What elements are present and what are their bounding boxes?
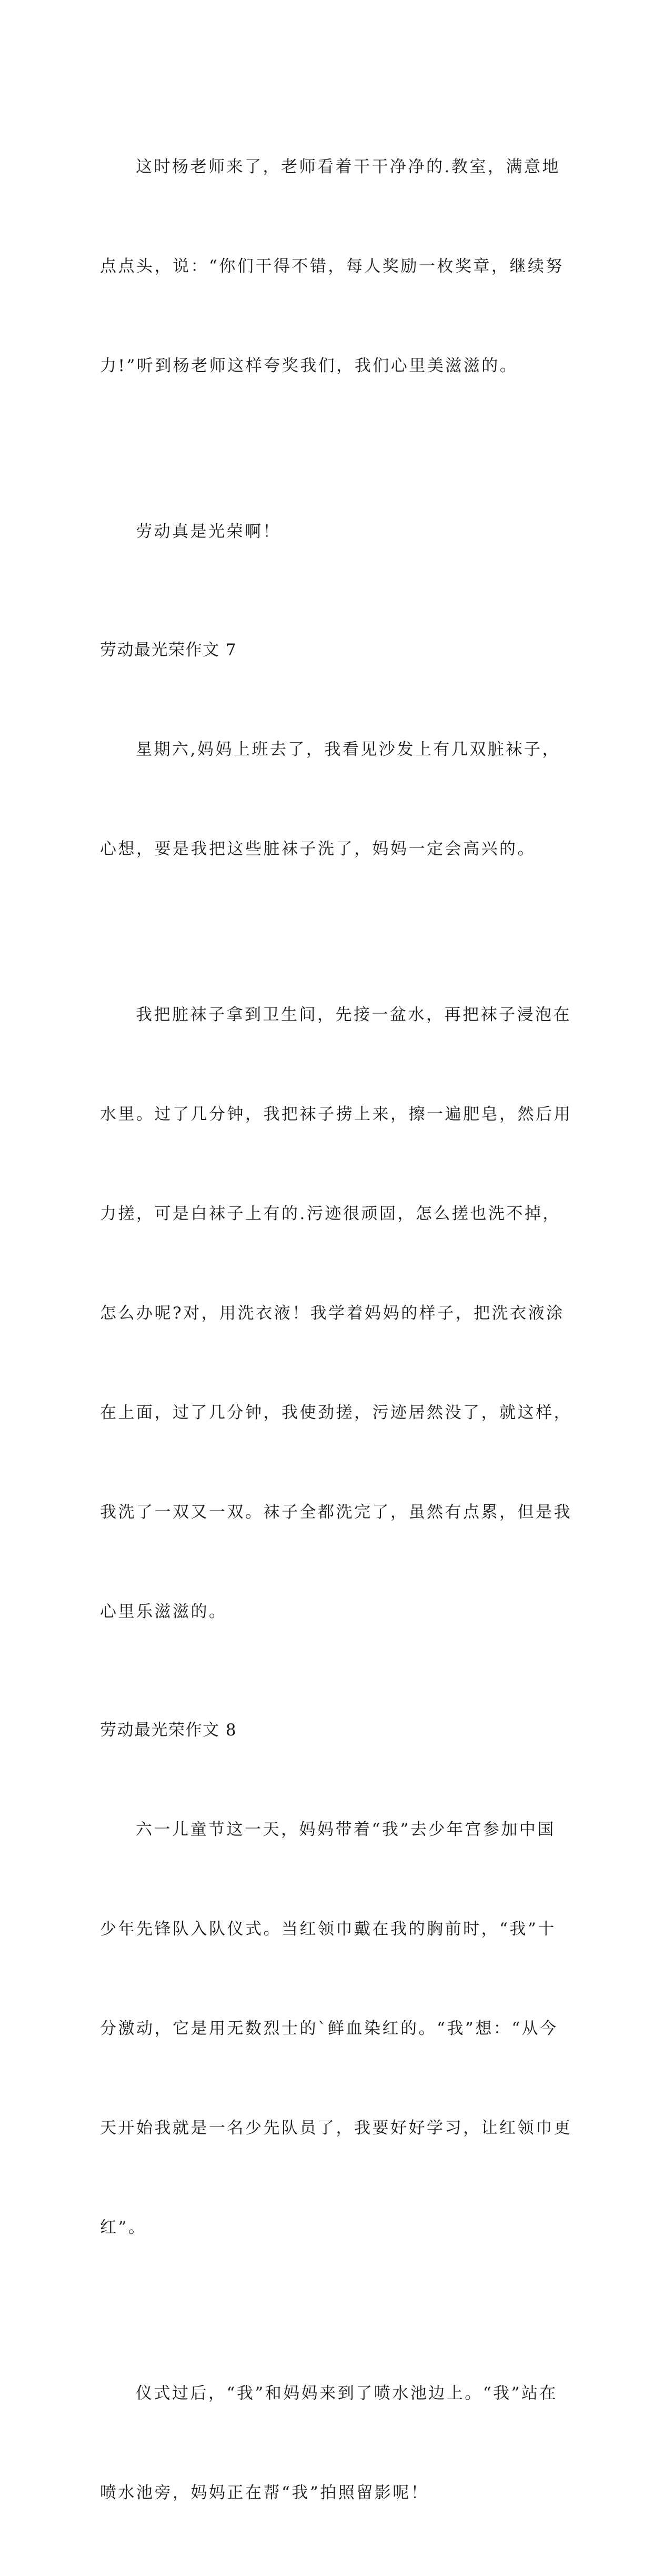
text-line: 力!”听到杨老师这样夸奖我们，我们心里美滋滋的。	[100, 356, 518, 375]
text-line: 这时杨老师来了，老师看着干干净净的.教室，满意地	[136, 157, 560, 176]
paragraph	[100, 1747, 572, 2311]
previous-essay-ending	[100, 84, 563, 615]
text-line: 心里乐滋滋的。	[100, 1602, 227, 1621]
essay-7	[100, 634, 572, 1695]
paragraph	[100, 667, 563, 932]
text-line: 我把脏袜子拿到卫生间，先接一盆水，再把袜子浸泡在	[136, 1005, 571, 1024]
text-line: 红”。	[100, 2218, 147, 2237]
text-line: 点点头，说：“你们干得不错，每人奖励一枚奖章，继续努	[100, 257, 564, 276]
text-line: 怎么办呢?对，用洗衣液！我学着妈妈的样子，把洗衣液涂	[100, 1304, 565, 1323]
text-line: 分激动，它是用无数烈士的`鲜血染红的。“我”想：“从今	[100, 2019, 558, 2038]
paragraph	[100, 449, 563, 615]
text-line: 六一儿童节这一天，妈妈带着“我”去少年宫参加中国	[136, 1820, 556, 1839]
document-body	[100, 84, 572, 2576]
text-line: 喷水池旁，妈妈正在帮“我”拍照留影呢！	[100, 2483, 429, 2502]
text-line: 我洗了一双又一双。袜子全都洗完了，虽然有点累，但是我	[100, 1503, 572, 1522]
text-line: 在上面，过了几分钟，我使劲搓，污迹居然没了，就这样，	[100, 1403, 572, 1422]
text-line: 劳动真是光荣啊！	[136, 522, 281, 541]
section-spacer	[100, 1695, 563, 1714]
text-line: 水里。过了几分钟，我把袜子捞上来，擦一遍肥皂，然后用	[100, 1105, 572, 1124]
paragraph	[100, 84, 563, 449]
essay-7-heading: 劳动最光荣作文 7	[100, 641, 237, 660]
text-line: 仪式过后，“我”和妈妈来到了喷水池边上。“我”站在	[136, 2384, 558, 2403]
paragraph	[100, 932, 572, 1695]
text-line: 少年先锋队入队仪式。当红领巾戴在我的胸前时，“我”十	[100, 1920, 556, 1939]
paragraph	[100, 2311, 563, 2576]
text-line: 天开始我就是一名少先队员了，我要好好学习，让红领巾更	[100, 2119, 572, 2138]
text-line: 星期六,妈妈上班去了，我看见沙发上有几双脏袜子，	[136, 740, 560, 759]
essay-8	[100, 1714, 572, 2576]
section-spacer	[100, 615, 563, 634]
text-line: 心想，要是我把这些脏袜子洗了，妈妈一定会高兴的。	[100, 840, 536, 858]
text-line: 力搓，可是白袜子上有的.污迹很顽固，怎么搓也洗不掉，	[100, 1204, 561, 1223]
essay-8-heading: 劳动最光荣作文 8	[100, 1721, 237, 1740]
